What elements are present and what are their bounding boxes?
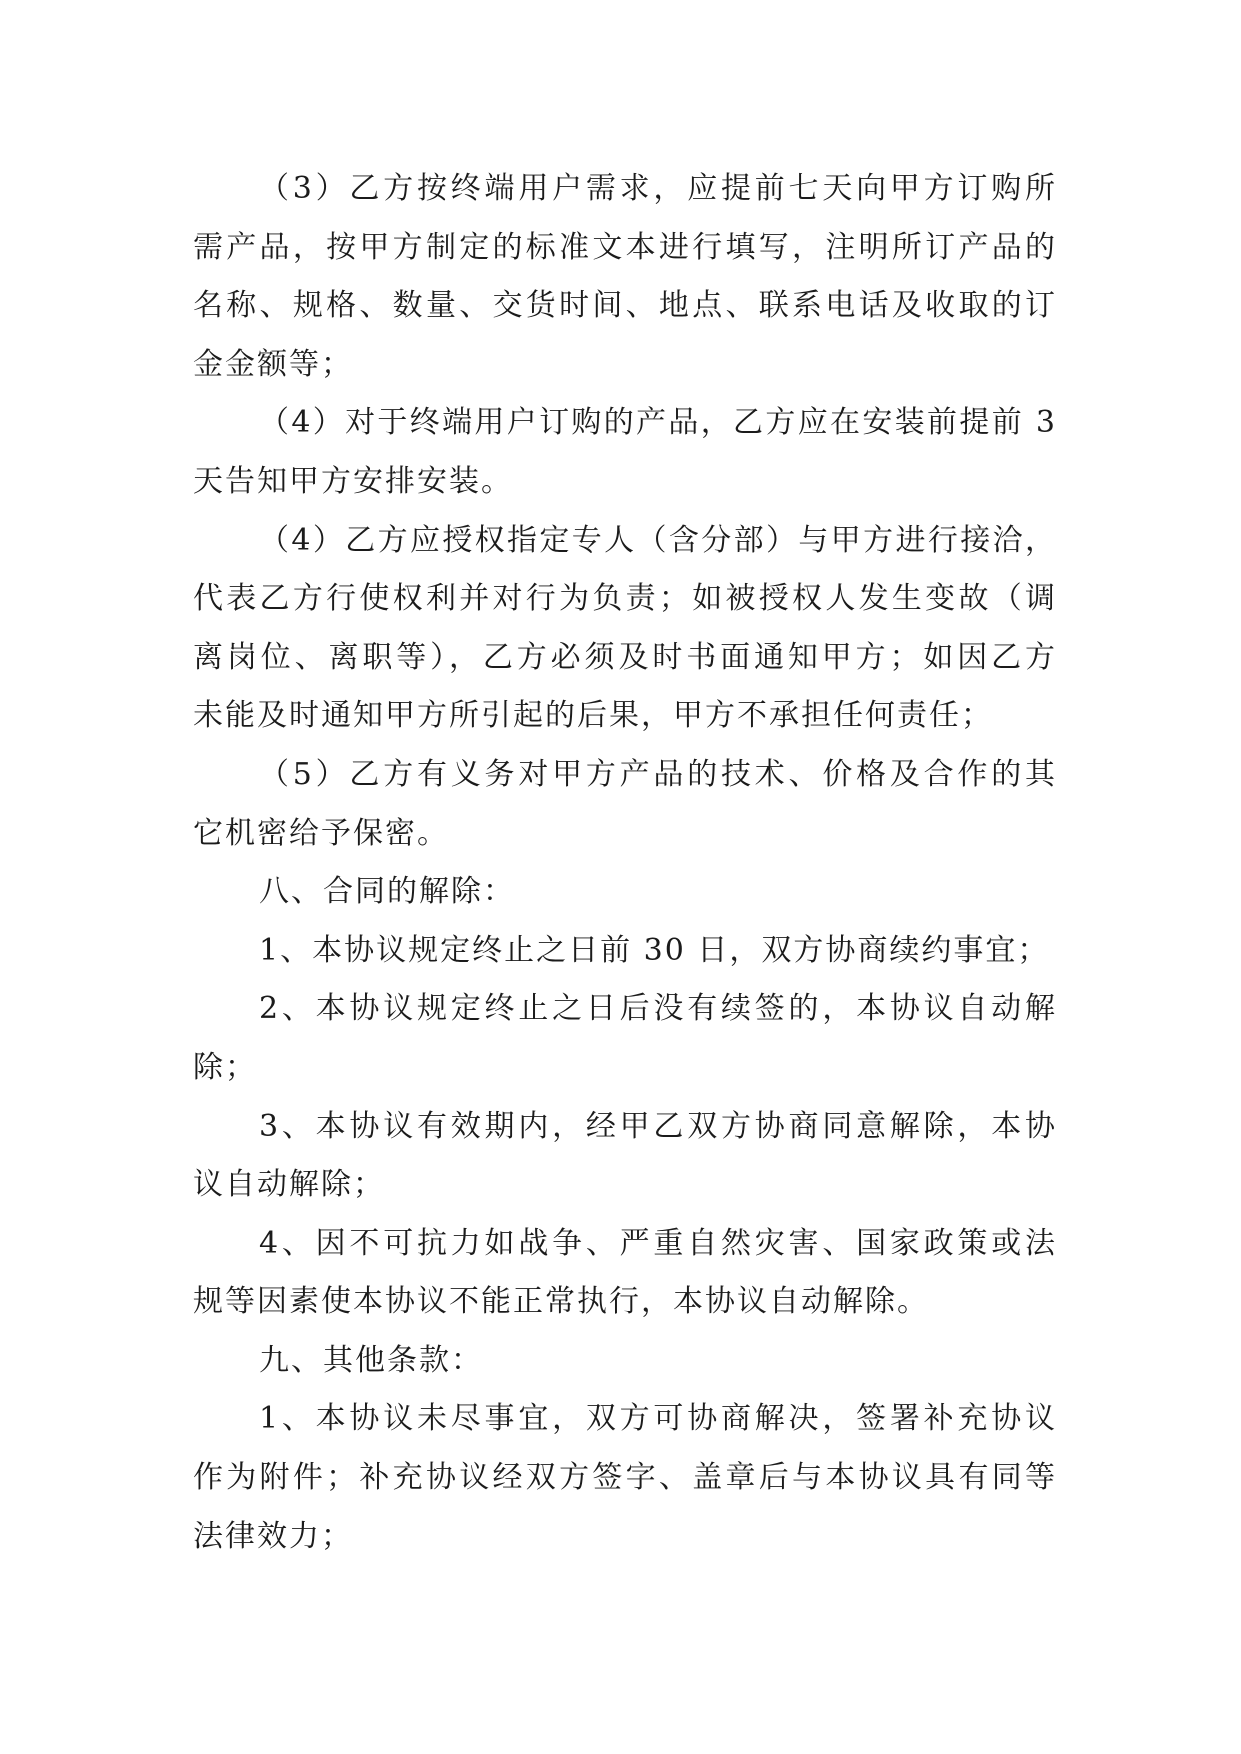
clause-paragraph <box>193 980 1057 1097</box>
section-heading-termination <box>193 863 1057 922</box>
text-line: 2、本协议规定终止之日后没有续签的，本协议自动解 <box>259 991 1057 1027</box>
clause-paragraph <box>193 1390 1057 1566</box>
text-line: 1、本协议未尽事宜，双方可协商解决，签署补充协议 <box>259 1401 1057 1437</box>
text-line: 金金额等； <box>193 346 353 382</box>
section-heading: 八、合同的解除： <box>259 874 515 910</box>
text-line: 离岗位、离职等），乙方必须及时书面通知甲方；如因乙方 <box>193 639 1057 675</box>
text-line: 未能及时通知甲方所引起的后果，甲方不承担任何责任； <box>193 698 993 734</box>
text-line: 需产品，按甲方制定的标准文本进行填写，注明所订产品的 <box>193 229 1057 265</box>
section-heading: 九、其他条款： <box>259 1342 483 1378</box>
clause-paragraph <box>193 394 1057 511</box>
text-line: 3、本协议有效期内，经甲乙双方协商同意解除，本协 <box>259 1108 1057 1144</box>
text-line: 代表乙方行使权利并对行为负责；如被授权人发生变故（调 <box>193 581 1057 617</box>
text-line: （3）乙方按终端用户需求，应提前七天向甲方订购所 <box>259 171 1057 206</box>
text-line: 它机密给予保密。 <box>193 815 449 851</box>
text-line: 议自动解除； <box>193 1167 385 1203</box>
document-body <box>193 160 1057 1566</box>
text-line: 名称、规格、数量、交货时间、地点、联系电话及收取的订 <box>193 288 1057 324</box>
text-line: 天告知甲方安排安装。 <box>193 463 513 499</box>
text-line: （4）乙方应授权指定专人（含分部）与甲方进行接洽， <box>259 522 1057 558</box>
text-line: （4）对于终端用户订购的产品，乙方应在安装前提前 3 <box>259 405 1057 441</box>
clause-paragraph <box>193 160 1057 394</box>
text-line: 1、本协议规定终止之日前 30 日，双方协商续约事宜； <box>259 932 1050 968</box>
text-line: （5）乙方有义务对甲方产品的技术、价格及合作的其 <box>259 756 1057 792</box>
text-line: 规等因素使本协议不能正常执行，本协议自动解除。 <box>193 1284 929 1320</box>
section-heading-other-terms <box>193 1332 1057 1391</box>
clause-paragraph <box>193 746 1057 863</box>
clause-paragraph <box>193 1215 1057 1332</box>
text-line: 法律效力； <box>193 1518 353 1554</box>
text-line: 4、因不可抗力如战争、严重自然灾害、国家政策或法 <box>259 1225 1057 1261</box>
clause-paragraph <box>193 512 1057 746</box>
clause-paragraph <box>193 922 1057 981</box>
clause-paragraph <box>193 1098 1057 1215</box>
text-line: 除； <box>193 1049 257 1085</box>
text-line: 作为附件；补充协议经双方签字、盖章后与本协议具有同等 <box>193 1460 1057 1496</box>
